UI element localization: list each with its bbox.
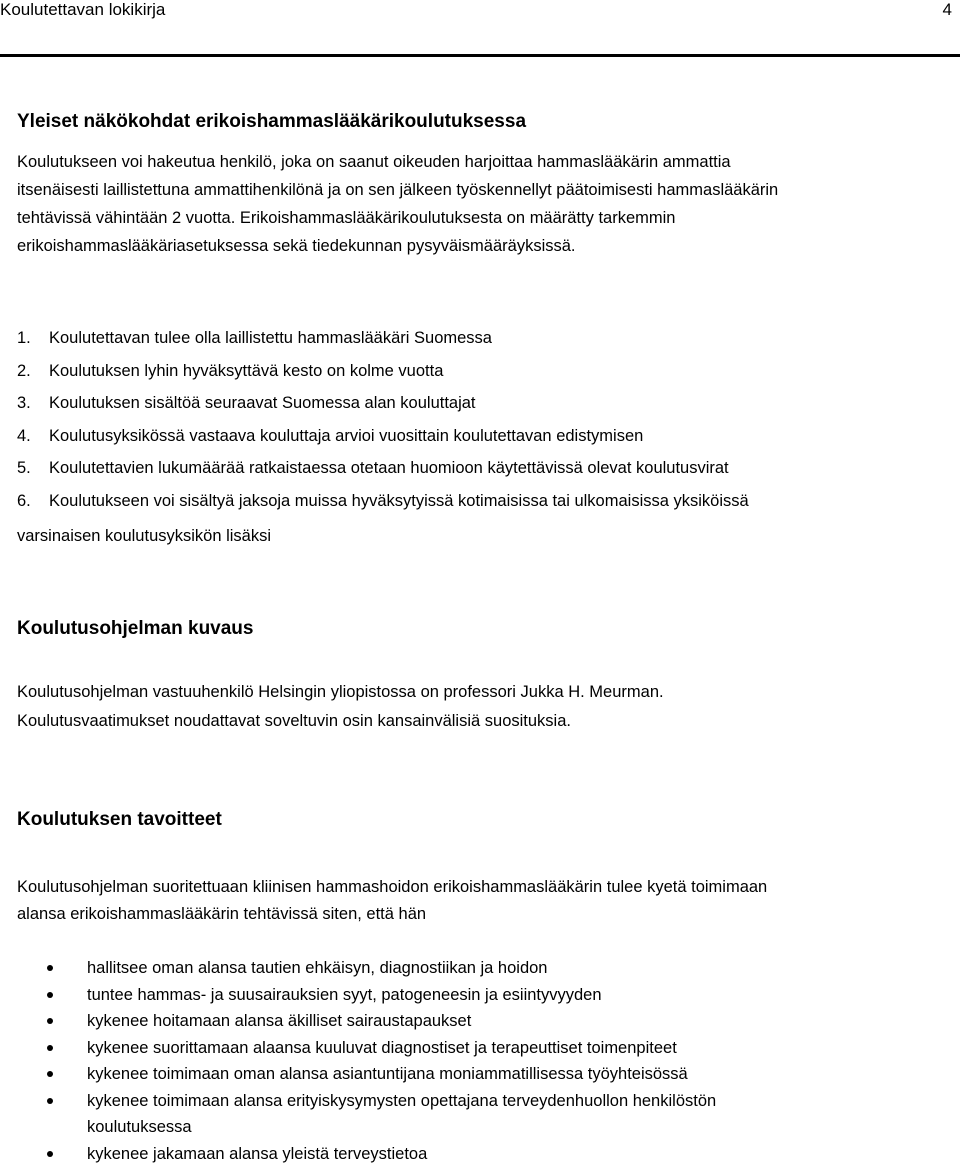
paragraph-line: tehtävissä vähintään 2 vuotta. Erikoishammaslääkärikoulutuksesta on määrätty tarkemmin [17,204,917,232]
list-item-text: hallitsee oman alansa tautien ehkäisyn, diagnostiikan ja hoidon [87,959,547,977]
list-item-text: kykenee hoitamaan alansa äkilliset sairaustapaukset [87,1012,471,1030]
paragraph-line: Koulutusohjelman suoritettuaan kliinisen hammashoidon erikoishammaslääkärin tulee kyetä toimimaan [17,874,917,901]
objectives-list [17,955,917,1167]
list-item [17,1061,917,1088]
list-item [17,1141,917,1167]
list-item-text: kykenee jakamaan alansa yleistä terveystietoa [87,1145,427,1163]
list-item-text: Koulutusyksikössä vastaava kouluttaja arvioi vuosittain koulutettavan edistymisen [49,420,917,453]
header-rule [0,54,960,57]
list-item-text: Koulutuksen sisältöä seuraavat Suomessa alan kouluttajat [49,387,917,420]
requirements-list [17,322,917,553]
bullet-icon [47,992,53,998]
section-heading-program-description: Koulutusohjelman kuvaus [17,615,917,643]
general-intro-paragraph [17,148,917,260]
paragraph-line: itsenäisesti laillistettuna ammattihenkilönä ja on sen jälkeen työskennellyt päätoimisesti hammaslääkärin [17,176,917,204]
bullet-icon [47,1071,53,1077]
page-header [0,0,960,58]
list-item [17,1035,917,1062]
list-item-text: kykenee toimimaan alansa erityiskysymysten opettajana terveydenhuollon henkilöstön koulutuksessa [87,1092,716,1137]
section-heading-general: Yleiset näkökohdat erikoishammaslääkärikoulutuksessa [17,108,917,136]
bullet-icon [47,1098,53,1104]
list-item [17,322,917,355]
bullet-icon [47,1151,53,1157]
paragraph-line: Koulutusvaatimukset noudattavat soveltuvin osin kansainvälisiä suosituksia. [17,707,917,736]
list-item-text: kykenee suorittamaan alaansa kuuluvat diagnostiset ja terapeuttiset toimenpiteet [87,1039,677,1057]
list-number: 2. [17,355,49,388]
list-item [17,982,917,1009]
list-item [17,1088,917,1141]
list-item-text-continuation: varsinaisen koulutusyksikön lisäksi [17,520,917,553]
list-item [17,387,917,420]
paragraph-line: Koulutusohjelman vastuuhenkilö Helsingin yliopistossa on professori Jukka H. Meurman. [17,678,917,707]
list-item [17,420,917,453]
list-number: 6. [17,485,49,554]
list-number: 5. [17,452,49,485]
list-item [17,355,917,388]
list-item [17,1008,917,1035]
page-body [17,108,917,1167]
program-description-paragraph [17,678,917,736]
list-item-text-line: Koulutukseen voi sisältyä jaksoja muissa hyväksytyissä kotimaisissa tai ulkomaisissa yksiköissä [49,492,749,510]
bullet-icon [47,1018,53,1024]
list-item-text: Koulutettavan tulee olla laillistettu hammaslääkäri Suomessa [49,322,917,355]
bullet-icon [47,1045,53,1051]
list-item-text: tuntee hammas- ja suusairauksien syyt, patogeneesin ja esiintyvyyden [87,986,602,1004]
document-title: Koulutettavan lokikirja [0,0,165,21]
list-item-text: kykenee toimimaan oman alansa asiantuntijana moniammatillisessa työyhteisössä [87,1065,688,1083]
bullet-icon [47,965,53,971]
list-item [17,955,917,982]
page-number: 4 [943,0,952,21]
section-heading-objectives: Koulutuksen tavoitteet [17,806,917,834]
list-number: 4. [17,420,49,453]
list-item-text: Koulutuksen lyhin hyväksyttävä kesto on kolme vuotta [49,355,917,388]
list-number: 3. [17,387,49,420]
list-item-text: Koulutettavien lukumäärää ratkaistaessa otetaan huomioon käytettävissä olevat koulutusvirat [49,452,917,485]
objectives-intro-paragraph [17,874,917,928]
paragraph-line: Koulutukseen voi hakeutua henkilö, joka on saanut oikeuden harjoittaa hammaslääkärin ammattia [17,148,917,176]
list-item [17,452,917,485]
list-item-text [49,485,917,554]
paragraph-line: alansa erikoishammaslääkärin tehtävissä siten, että hän [17,901,917,928]
list-item [17,485,917,554]
list-number: 1. [17,322,49,355]
paragraph-line: erikoishammaslääkäriasetuksessa sekä tiedekunnan pysyväismääräyksissä. [17,232,917,260]
